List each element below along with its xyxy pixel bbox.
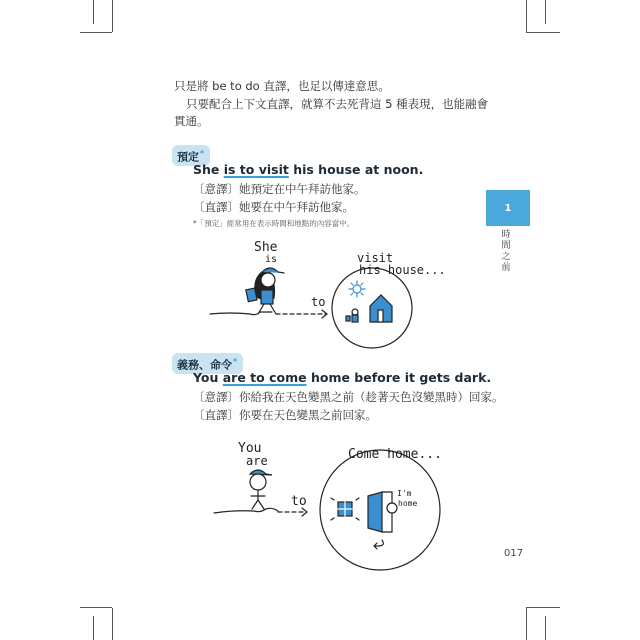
page-number: 017 <box>504 548 524 559</box>
illo-label-visit: visit <box>357 251 394 265</box>
literal-translation: 〔直譯〕你要在天色變黑之前回家。 <box>193 408 377 422</box>
illo-label-you: You <box>238 441 262 456</box>
section-tag-label: 義務、命令 <box>177 358 232 372</box>
body-line-1: 只是將 be to do 直譯，也足以傳達意思。 <box>174 79 390 93</box>
sentence-highlight: is to visit <box>223 162 289 177</box>
free-translation: 〔意譯〕她預定在中午拜訪他家。 <box>193 182 366 196</box>
free-translation: 〔意譯〕你給我在天色變黑之前（趁著天色沒變黑時）回家。 <box>193 390 504 404</box>
sentence-highlight: are to come <box>222 370 307 385</box>
sentence-part: She <box>193 162 224 177</box>
illo-label-home: home <box>398 499 418 508</box>
boy-body <box>251 490 265 509</box>
illo-label-is: is <box>265 254 278 265</box>
illo-label-im: I'm <box>397 489 412 498</box>
motion-line <box>214 508 278 513</box>
illo-label-to: to <box>311 295 326 309</box>
boy-head <box>250 474 266 490</box>
sentence-part: You <box>193 370 223 385</box>
tag-mark: * <box>233 357 238 366</box>
chapter-tab[interactable]: 1 <box>486 190 530 226</box>
body-line-3: 貫通。 <box>174 114 209 128</box>
chapter-title: 時間之前 <box>501 230 511 273</box>
section-tag-label: 預定 <box>177 150 199 164</box>
sentence-part: his house at noon. <box>288 162 424 177</box>
illo-label-come-home: Come home... <box>348 447 442 462</box>
sentence-part: home before it gets dark. <box>306 370 492 385</box>
tag-mark: * <box>200 149 205 158</box>
illo-label-are: are <box>246 454 268 468</box>
person-head <box>387 503 397 513</box>
literal-translation: 〔直譯〕她要在中午拜訪他家。 <box>193 200 354 214</box>
door-icon <box>368 492 382 532</box>
illo-label-she: She <box>254 240 278 255</box>
body-line-2: 只要配合上下文直譯，就算不去死背這 5 種表現，也能融會 <box>186 97 489 111</box>
illo-label-to: to <box>291 494 307 509</box>
footnote: *「預定」經常用在表示時間和地點的內容當中。 <box>193 219 355 228</box>
illo-label-house: his house... <box>359 263 446 277</box>
